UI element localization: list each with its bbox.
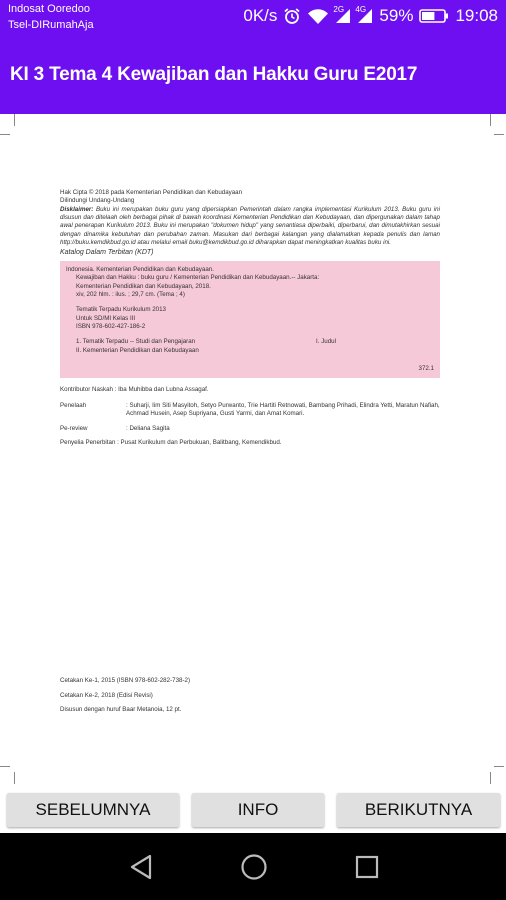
home-icon[interactable] (240, 853, 268, 886)
carrier-name-1: Indosat Ooredoo (8, 3, 90, 15)
katalog-line: Kementerian Pendidikan dan Kebudayaan, 2018. (76, 282, 211, 290)
penelaah-label: Penelaah (60, 401, 87, 409)
status-bar (0, 0, 506, 36)
katalog-line: 1. Tematik Terpadu -- Studi dan Pengajaran (76, 338, 196, 346)
status-icons (243, 6, 498, 26)
pdf-viewer[interactable] (0, 114, 506, 787)
kontributor-text: Kontributor Naskah : Iba Muhibba dan Lubna Assagaf. (60, 385, 209, 393)
katalog-code: 372.1 (418, 365, 434, 373)
katalog-line: xiv, 202 hlm. : ilus. ; 29,7 cm. (Tema ; 4) (76, 291, 185, 299)
crop-mark (14, 772, 15, 784)
net-speed: 0K/s (243, 6, 278, 25)
wifi-icon (307, 7, 329, 25)
crop-mark (0, 766, 10, 779)
penelaah-text: : Suharji, Iim Siti Masyitoh, Setyo Purwanto, Trie Hartiti Retnowati, Bambang Prihadi, Elindra Yetti, Maratun Nafiah, Achmad Husein, Asep Supriyana, Gusti Yarmi, dan Amat Komari. (126, 401, 440, 418)
copyright-text: Hak Cipta © 2018 pada Kementerian Pendidikan dan Kebudayaan (60, 189, 243, 196)
katalog-line: II. Kementerian Pendidikan dan Kebudayaan (76, 346, 199, 354)
button-bar (0, 787, 506, 833)
net-2g-label: 2G (333, 5, 345, 14)
net-4g-label: 4G (355, 5, 367, 14)
credits-grid (60, 402, 440, 433)
cetakan-1: Cetakan Ke-1, 2015 (ISBN 978-602-282-738-2) (60, 677, 191, 685)
disclaimer-label: Disklaimer: (60, 205, 94, 213)
pereview-text: : Deliana Sagita (126, 424, 170, 432)
pereview-label: Pe-review (60, 424, 88, 432)
katalog-line: Tematik Terpadu Kurikulum 2013 (76, 306, 166, 314)
battery-percent: 59% (379, 6, 414, 25)
edition-info (60, 671, 440, 721)
crop-mark (0, 122, 10, 135)
protected-text: Dilindungi Undang-Undang (60, 197, 135, 205)
pdf-page (60, 189, 440, 447)
app-title: KI 3 Tema 4 Kewajiban dan Hakku Guru E2017 (10, 64, 418, 85)
navigation-bar (0, 833, 506, 900)
alarm-icon (283, 7, 301, 25)
battery-icon (419, 8, 449, 24)
katalog-box (60, 261, 440, 378)
next-button[interactable]: BERIKUTNYA (337, 793, 500, 827)
crop-mark (494, 766, 504, 779)
app-bar (0, 36, 506, 114)
carrier-name-2: Tsel-DIRumahAja (8, 19, 94, 31)
signal-2g (333, 5, 351, 24)
disclaimer-text: Buku ini merupakan buku guru yang dipersiapkan Pemerintah dalam rangka implementasi Kurikulum 2013. Buku guru ini disusun dan ditelaah oleh berbagai pihak di bawah koordinasi Kementerian Pendidikan dan Kebudayaan, dan dipergunakan dalam tahap awal penerapan Kurikulum 2013. Buku ini merupakan "dokumen hidup" yang senantiasa diperbaiki, diperbarui, dan dimutakhirkan sesuai dengan dinamika kebutuhan dan perubahan zaman. Masukan dari berbagai kalangan yang dialamatkan kepada penulis dan laman http://buku.kemdikbud.go.id atau melalui email buku@kemdikbud.go.id diharapkan dapat meningkatkan kualitas buku ini. (60, 205, 440, 247)
katalog-line: Indonesia. Kementerian Pendidikan dan Kebudayaan. (66, 265, 214, 273)
katalog-line: I. Judul (316, 338, 336, 346)
katalog-label: Katalog Dalam Terbitan (KDT) (60, 248, 154, 256)
katalog-line: Kewajiban dan Hakku : buku guru / Kementerian Pendidikan dan Kebudayaan.-- Jakarta: (76, 274, 320, 282)
clock: 19:08 (455, 6, 498, 25)
cetakan-2: Cetakan Ke-2, 2018 (Edisi Revisi) (60, 691, 153, 699)
back-icon[interactable] (128, 853, 154, 886)
recents-icon[interactable] (354, 853, 380, 886)
signal-4g (355, 5, 373, 24)
previous-button[interactable]: SEBELUMNYA (7, 793, 179, 827)
katalog-line: Untuk SD/MI Kelas III (76, 314, 136, 322)
font-note: Disusun dengan huruf Baar Metanoia, 12 pt. (60, 706, 182, 714)
katalog-line: ISBN 978-602-427-186-2 (76, 323, 146, 331)
katalog-subject-row (66, 338, 336, 346)
crop-mark (490, 772, 491, 784)
crop-mark (490, 114, 491, 126)
crop-mark (14, 114, 15, 126)
disclaimer (60, 206, 440, 248)
penyelia-text: Penyelia Penerbitan : Pusat Kurikulum dan Perbukuan, Balitbang, Kemendikbud. (60, 438, 282, 446)
info-button[interactable]: INFO (192, 793, 324, 827)
crop-mark (494, 122, 504, 135)
